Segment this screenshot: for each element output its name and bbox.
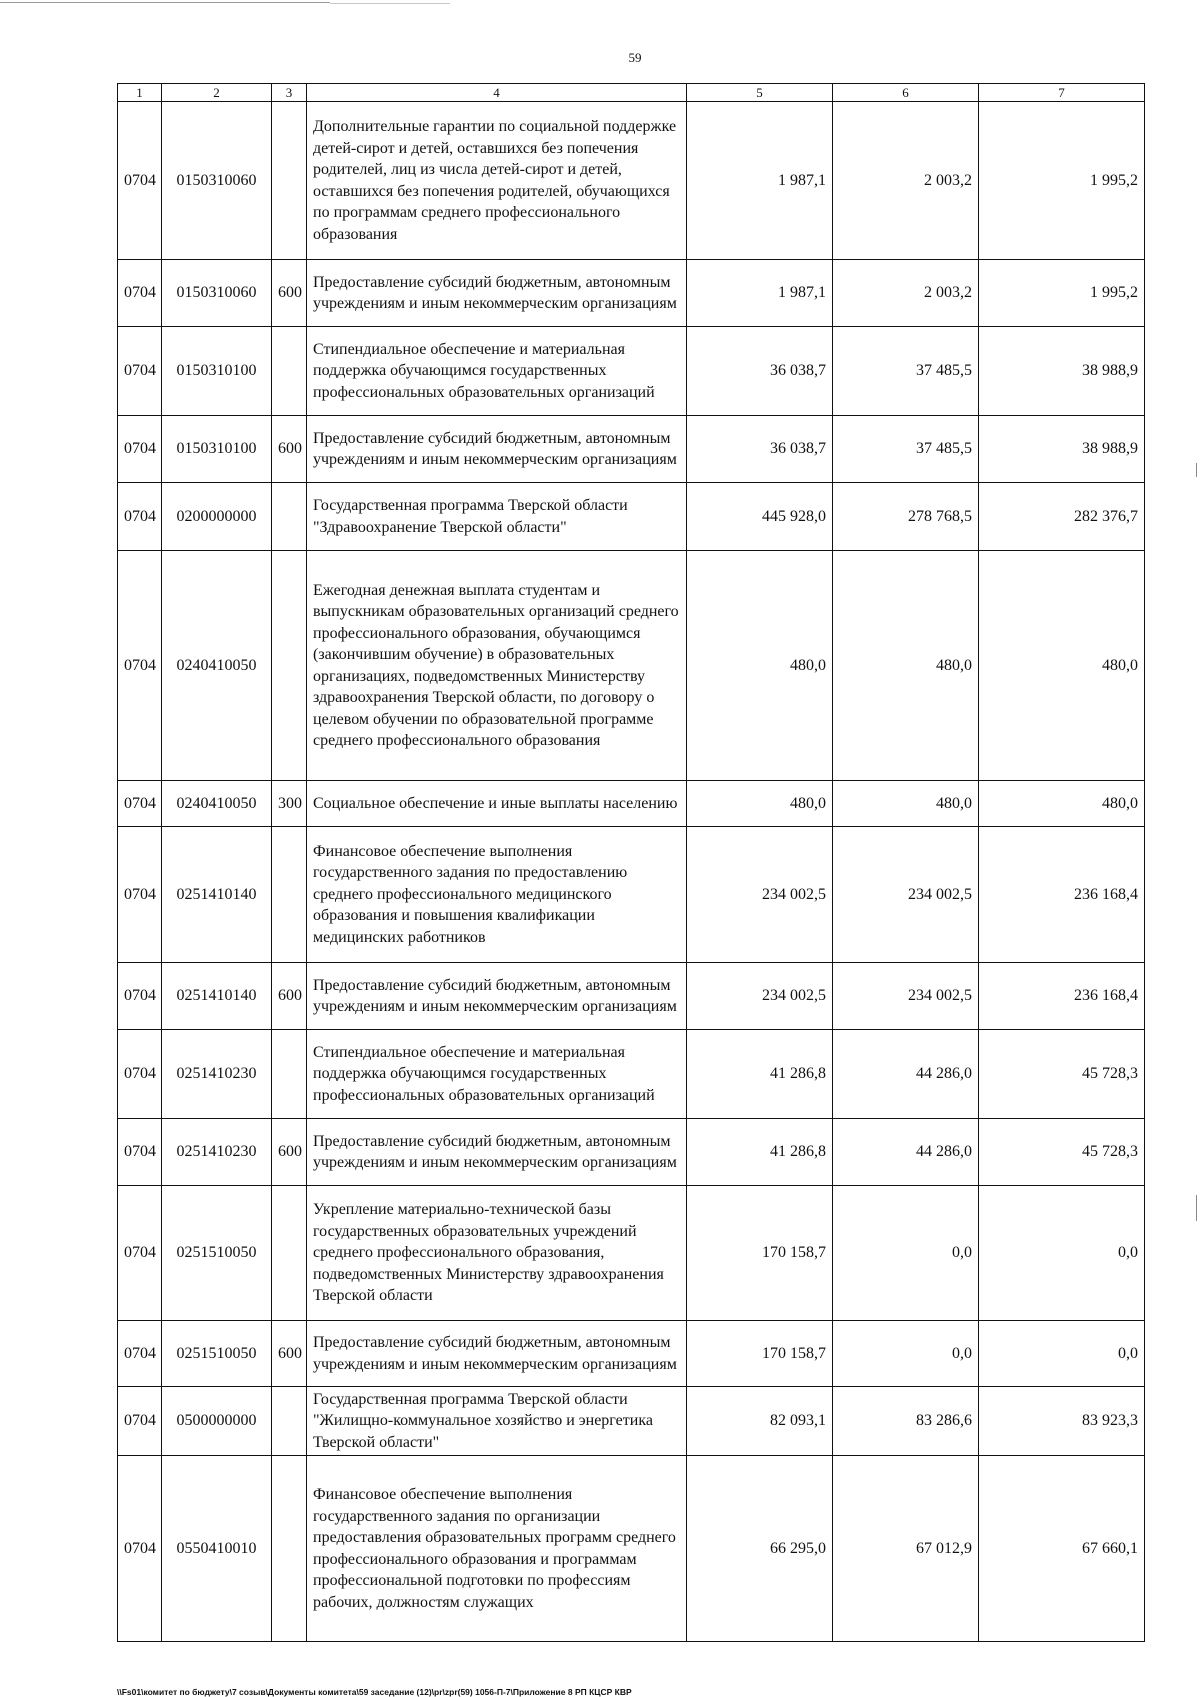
section-code: 0704 bbox=[118, 963, 162, 1030]
amount-col-5: 480,0 bbox=[687, 551, 833, 781]
expense-type-code bbox=[272, 1387, 307, 1456]
target-article-code: 0200000000 bbox=[162, 483, 272, 551]
row-description: Государственная программа Тверской области "Здравоохранение Тверской области" bbox=[307, 483, 687, 551]
column-header-5: 5 bbox=[687, 84, 833, 102]
amount-col-6: 2 003,2 bbox=[833, 102, 979, 260]
amount-col-7: 236 168,4 bbox=[979, 827, 1145, 963]
target-article-code: 0240410050 bbox=[162, 781, 272, 827]
target-article-code: 0251510050 bbox=[162, 1321, 272, 1387]
table-row bbox=[118, 1186, 1145, 1321]
row-description: Предоставление субсидий бюджетным, автономным учреждениям и иным некоммерческим организациям bbox=[307, 1119, 687, 1186]
expense-type-code bbox=[272, 1186, 307, 1321]
table-row bbox=[118, 1387, 1145, 1456]
expense-type-code bbox=[272, 1456, 307, 1642]
row-description: Финансовое обеспечение выполнения государственного задания по организации предоставления образовательных программ среднего профессионального образования и программам профессиональной подготовки по профессиям рабочих, должностям служащих bbox=[307, 1456, 687, 1642]
expense-type-code: 600 bbox=[272, 1119, 307, 1186]
target-article-code: 0550410010 bbox=[162, 1456, 272, 1642]
section-code: 0704 bbox=[118, 327, 162, 416]
row-description: Ежегодная денежная выплата студентам и выпускникам образовательных организаций среднего профессионального образования, обучающимся (закончившим обучение) в образовательных организациях, подведомственных Министерству здравоохранения Тверской области, по договору о целевом обучении по образовательной программе среднего профессионального образования bbox=[307, 551, 687, 781]
amount-col-5: 480,0 bbox=[687, 781, 833, 827]
page-number: 59 bbox=[628, 50, 642, 65]
row-description: Предоставление субсидий бюджетным, автономным учреждениям и иным некоммерческим организациям bbox=[307, 260, 687, 327]
section-code: 0704 bbox=[118, 781, 162, 827]
target-article-code: 0150310060 bbox=[162, 260, 272, 327]
amount-col-7: 45 728,3 bbox=[979, 1119, 1145, 1186]
amount-col-6: 67 012,9 bbox=[833, 1456, 979, 1642]
amount-col-6: 37 485,5 bbox=[833, 416, 979, 483]
table-row bbox=[118, 1030, 1145, 1119]
expense-type-code: 600 bbox=[272, 1321, 307, 1387]
expense-type-code bbox=[272, 827, 307, 963]
amount-col-6: 0,0 bbox=[833, 1321, 979, 1387]
amount-col-5: 445 928,0 bbox=[687, 483, 833, 551]
target-article-code: 0150310100 bbox=[162, 327, 272, 416]
section-code: 0704 bbox=[118, 1387, 162, 1456]
amount-col-6: 480,0 bbox=[833, 551, 979, 781]
amount-col-6: 278 768,5 bbox=[833, 483, 979, 551]
section-code: 0704 bbox=[118, 1119, 162, 1186]
column-header-7: 7 bbox=[979, 84, 1145, 102]
amount-col-7: 67 660,1 bbox=[979, 1456, 1145, 1642]
amount-col-5: 1 987,1 bbox=[687, 102, 833, 260]
row-description: Предоставление субсидий бюджетным, автономным учреждениям и иным некоммерческим организациям bbox=[307, 1321, 687, 1387]
column-header-1: 1 bbox=[118, 84, 162, 102]
section-code: 0704 bbox=[118, 483, 162, 551]
amount-col-7: 45 728,3 bbox=[979, 1030, 1145, 1119]
amount-col-7: 480,0 bbox=[979, 781, 1145, 827]
amount-col-7: 0,0 bbox=[979, 1186, 1145, 1321]
amount-col-7: 282 376,7 bbox=[979, 483, 1145, 551]
amount-col-6: 0,0 bbox=[833, 1186, 979, 1321]
amount-col-5: 170 158,7 bbox=[687, 1186, 833, 1321]
file-path-footer: \\Fs01\комитет по бюджету\7 созыв\Документы комитета\59 заседание (12)\pr\zpr(59) 1056-П-7\Приложение 8 РП КЦСР КВР bbox=[117, 1687, 632, 1697]
section-code: 0704 bbox=[118, 551, 162, 781]
row-description: Дополнительные гарантии по социальной поддержке детей-сирот и детей, оставшихся без попечения родителей, лиц из числа детей-сирот и детей, оставшихся без попечения родителей, обучающихся по программам среднего профессионального образования bbox=[307, 102, 687, 260]
amount-col-6: 2 003,2 bbox=[833, 260, 979, 327]
table-row bbox=[118, 260, 1145, 327]
table-row bbox=[118, 551, 1145, 781]
amount-col-7: 83 923,3 bbox=[979, 1387, 1145, 1456]
column-header-4: 4 bbox=[307, 84, 687, 102]
expense-type-code bbox=[272, 102, 307, 260]
table-row bbox=[118, 416, 1145, 483]
amount-col-5: 36 038,7 bbox=[687, 416, 833, 483]
amount-col-5: 36 038,7 bbox=[687, 327, 833, 416]
expense-type-code: 600 bbox=[272, 416, 307, 483]
row-description: Предоставление субсидий бюджетным, автономным учреждениям и иным некоммерческим организациям bbox=[307, 963, 687, 1030]
budget-table bbox=[117, 83, 1145, 1642]
target-article-code: 0251410230 bbox=[162, 1030, 272, 1119]
scan-edge-line bbox=[0, 2, 330, 3]
amount-col-7: 1 995,2 bbox=[979, 260, 1145, 327]
amount-col-5: 170 158,7 bbox=[687, 1321, 833, 1387]
target-article-code: 0240410050 bbox=[162, 551, 272, 781]
target-article-code: 0500000000 bbox=[162, 1387, 272, 1456]
amount-col-7: 236 168,4 bbox=[979, 963, 1145, 1030]
row-description: Финансовое обеспечение выполнения государственного задания по предоставлению среднего профессионального медицинского образования и повышения квалификации медицинских работников bbox=[307, 827, 687, 963]
amount-col-7: 38 988,9 bbox=[979, 416, 1145, 483]
expense-type-code bbox=[272, 327, 307, 416]
section-code: 0704 bbox=[118, 1321, 162, 1387]
table-row bbox=[118, 1456, 1145, 1642]
amount-col-5: 82 093,1 bbox=[687, 1387, 833, 1456]
table-row bbox=[118, 1321, 1145, 1387]
target-article-code: 0251410230 bbox=[162, 1119, 272, 1186]
amount-col-5: 41 286,8 bbox=[687, 1119, 833, 1186]
expense-type-code: 300 bbox=[272, 781, 307, 827]
section-code: 0704 bbox=[118, 1186, 162, 1321]
section-code: 0704 bbox=[118, 260, 162, 327]
section-code: 0704 bbox=[118, 1456, 162, 1642]
amount-col-6: 83 286,6 bbox=[833, 1387, 979, 1456]
column-header-6: 6 bbox=[833, 84, 979, 102]
amount-col-5: 41 286,8 bbox=[687, 1030, 833, 1119]
table-row bbox=[118, 781, 1145, 827]
scan-edge-line bbox=[330, 3, 450, 4]
table-row bbox=[118, 483, 1145, 551]
target-article-code: 0251510050 bbox=[162, 1186, 272, 1321]
row-description: Государственная программа Тверской области "Жилищно-коммунальное хозяйство и энергетика Тверской области" bbox=[307, 1387, 687, 1456]
amount-col-5: 234 002,5 bbox=[687, 963, 833, 1030]
scan-margin-mark bbox=[1196, 463, 1197, 477]
table-row bbox=[118, 102, 1145, 260]
expense-type-code bbox=[272, 483, 307, 551]
column-number-header-row bbox=[118, 84, 1145, 102]
amount-col-6: 234 002,5 bbox=[833, 827, 979, 963]
amount-col-7: 480,0 bbox=[979, 551, 1145, 781]
column-header-2: 2 bbox=[162, 84, 272, 102]
target-article-code: 0150310060 bbox=[162, 102, 272, 260]
amount-col-5: 234 002,5 bbox=[687, 827, 833, 963]
amount-col-6: 37 485,5 bbox=[833, 327, 979, 416]
amount-col-7: 38 988,9 bbox=[979, 327, 1145, 416]
amount-col-6: 44 286,0 bbox=[833, 1030, 979, 1119]
amount-col-6: 234 002,5 bbox=[833, 963, 979, 1030]
row-description: Предоставление субсидий бюджетным, автономным учреждениям и иным некоммерческим организациям bbox=[307, 416, 687, 483]
amount-col-5: 66 295,0 bbox=[687, 1456, 833, 1642]
expense-type-code bbox=[272, 1030, 307, 1119]
section-code: 0704 bbox=[118, 1030, 162, 1119]
expense-type-code bbox=[272, 551, 307, 781]
table-row bbox=[118, 327, 1145, 416]
scan-margin-mark bbox=[1196, 1195, 1197, 1221]
row-description: Укрепление материально-технической базы государственных образовательных учреждений среднего профессионального образования, подведомственных Министерству здравоохранения Тверской области bbox=[307, 1186, 687, 1321]
amount-col-5: 1 987,1 bbox=[687, 260, 833, 327]
amount-col-6: 480,0 bbox=[833, 781, 979, 827]
section-code: 0704 bbox=[118, 102, 162, 260]
target-article-code: 0251410140 bbox=[162, 827, 272, 963]
amount-col-7: 0,0 bbox=[979, 1321, 1145, 1387]
section-code: 0704 bbox=[118, 827, 162, 963]
column-header-3: 3 bbox=[272, 84, 307, 102]
table-row bbox=[118, 1119, 1145, 1186]
row-description: Стипендиальное обеспечение и материальная поддержка обучающимся государственных профессиональных образовательных организаций bbox=[307, 327, 687, 416]
table-row bbox=[118, 963, 1145, 1030]
expense-type-code: 600 bbox=[272, 963, 307, 1030]
row-description: Социальное обеспечение и иные выплаты населению bbox=[307, 781, 687, 827]
table-row bbox=[118, 827, 1145, 963]
target-article-code: 0150310100 bbox=[162, 416, 272, 483]
amount-col-6: 44 286,0 bbox=[833, 1119, 979, 1186]
expense-type-code: 600 bbox=[272, 260, 307, 327]
row-description: Стипендиальное обеспечение и материальная поддержка обучающимся государственных профессиональных образовательных организаций bbox=[307, 1030, 687, 1119]
target-article-code: 0251410140 bbox=[162, 963, 272, 1030]
section-code: 0704 bbox=[118, 416, 162, 483]
amount-col-7: 1 995,2 bbox=[979, 102, 1145, 260]
